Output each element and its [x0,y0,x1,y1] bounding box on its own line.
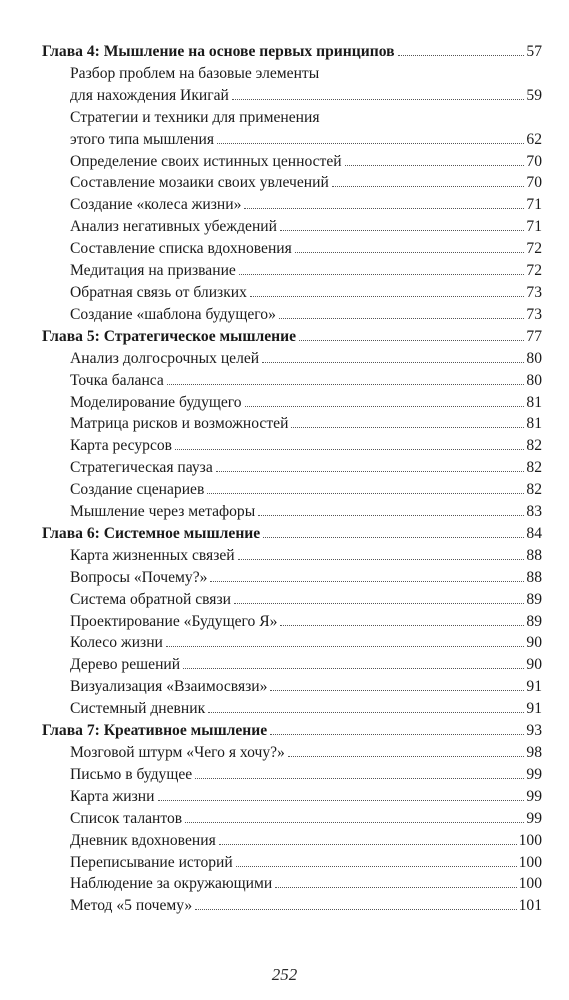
entry-title: Мозговой штурм «Чего я хочу?» [70,744,285,761]
dot-leader [175,449,524,450]
entry-title: Обратная связь от близких [70,283,247,301]
page-number: 71 [526,196,542,214]
table-of-contents [42,41,542,917]
toc-chapter-7 [42,720,542,742]
page-number: 89 [526,612,542,630]
dot-leader [183,668,524,669]
page-number: 80 [526,371,542,389]
toc-entry [42,654,542,676]
dot-leader [280,625,524,626]
entry-title: для нахождения Икигай [70,86,229,104]
toc-entry [42,282,542,304]
toc-entry [42,895,542,917]
toc-entry [42,348,542,370]
page-number: 82 [526,481,542,499]
dot-leader [279,318,525,319]
toc-entry [42,852,542,874]
toc-entry [42,611,542,633]
entry-title: Письмо в будущее [70,765,193,783]
entry-title: Колесо жизни [70,634,163,652]
toc-entry [42,304,542,326]
toc-entry [42,567,542,589]
entry-title: Создание сценариев [70,481,205,499]
dot-leader [234,603,524,604]
dot-leader [216,471,525,472]
toc-entry [42,260,542,282]
toc-entry [42,873,542,895]
toc-entry [42,151,542,173]
entry-title: Вопросы «Почему?» [70,568,208,586]
entry-title: Система обратной связи [70,590,231,608]
page-number: 88 [526,546,542,564]
chapter-title: Глава 7: Креативное мышление [42,722,268,740]
toc-entry [42,742,542,764]
entry-row [70,129,542,151]
entry-title: этого типа мышления [70,130,215,148]
toc-entry [42,698,542,720]
dot-leader [210,581,524,582]
page-number: 99 [526,809,542,827]
dot-leader [238,559,525,560]
toc-entry [42,194,542,216]
entry-title: Анализ долгосрочных целей [70,349,260,367]
entry-title: Матрица рисков и возможностей [70,415,289,433]
toc-entry [42,370,542,392]
dot-leader [295,252,525,253]
dot-leader [270,690,524,691]
dot-leader [166,646,525,647]
dot-leader [232,99,525,100]
entry-title: Медитация на призвание [70,262,236,280]
dot-leader [167,384,525,385]
page-number: 70 [526,174,542,192]
page-number: 98 [526,744,542,761]
toc-entry [42,216,542,238]
page-number: 80 [526,349,542,367]
entry-title: Создание «шаблона будущего» [70,305,276,323]
entry-title: Создание «колеса жизни» [70,196,242,214]
entry-title: Дерево решений [70,656,181,674]
page-number: 73 [526,305,542,323]
entry-title: Метод «5 почему» [70,897,193,915]
page-number: 81 [526,393,542,411]
toc-entry [42,676,542,698]
entry-title: Карта жизни [70,787,155,805]
entry-title-line: Разбор проблем на базовые элементы [70,64,320,82]
entry-title: Системный дневник [70,700,206,718]
dot-leader [263,537,524,538]
page-number: 72 [526,262,542,280]
dot-leader [158,800,525,801]
entry-title: Определение своих истинных ценностей [70,152,342,170]
dot-leader [280,230,524,231]
dot-leader [250,296,524,297]
dot-leader [236,866,517,867]
entry-title: Точка баланса [70,371,164,389]
dot-leader [195,778,524,779]
toc-entry [42,589,542,611]
toc-entry [42,392,542,414]
page-number: 59 [526,86,542,104]
dot-leader [208,712,524,713]
toc-entry [42,786,542,808]
page-number: 62 [526,130,542,148]
entry-title: Стратегическая пауза [70,459,213,477]
dot-leader [270,734,524,735]
entry-title: Карта ресурсов [70,437,173,455]
chapter-title: Глава 6: Системное мышление [42,524,261,542]
page-number: 82 [526,437,542,455]
chapter-title: Глава 4: Мышление на основе первых принципов [42,43,395,60]
page-number: 99 [526,787,542,805]
entry-row [70,85,542,107]
toc-entry [42,501,542,523]
dot-leader [345,165,525,166]
page-number: 81 [526,415,542,433]
entry-title-line: Стратегии и техники для применения [70,108,320,126]
toc-entry [42,435,542,457]
toc-entry [42,632,542,654]
toc-chapter-6 [42,523,542,545]
entry-title: Мышление через метафоры [70,503,256,521]
toc-entry [42,764,542,786]
dot-leader [217,143,524,144]
dot-leader [299,340,524,341]
entry-title: Наблюдение за окружающими [70,875,273,893]
toc-entry [42,545,542,567]
page-number: 90 [526,656,542,674]
page-number: 89 [526,590,542,608]
toc-entry [42,107,542,151]
toc-entry [42,830,542,852]
page-number: 91 [526,678,542,696]
page-number: 100 [518,853,542,871]
page-number: 84 [526,524,542,542]
page-number: 99 [526,765,542,783]
entry-title: Анализ негативных убеждений [70,218,277,236]
dot-leader [239,274,525,275]
page-number: 100 [518,831,542,849]
page-number: 77 [526,327,542,345]
dot-leader [288,756,525,757]
entry-title: Составление мозаики своих увлечений [70,174,329,192]
dot-leader [332,186,525,187]
page-number: 101 [518,897,542,915]
page-number: 72 [526,240,542,258]
page-number: 57 [526,43,542,60]
entry-title: Карта жизненных связей [70,546,235,564]
entry-title: Список талантов [70,809,183,827]
page-number: 90 [526,634,542,652]
dot-leader [398,55,525,56]
folio-page-number: 252 [271,965,298,984]
entry-title: Визуализация «Взаимосвязи» [70,678,268,696]
entry-title: Дневник вдохновения [70,831,216,849]
dot-leader [244,208,524,209]
page-number: 70 [526,152,542,170]
page-number: 71 [526,218,542,236]
dot-leader [207,493,524,494]
toc-entry [42,172,542,194]
toc-chapter-5 [42,326,542,348]
page-number: 82 [526,459,542,477]
page-number: 73 [526,283,542,301]
entry-title: Проектирование «Будущего Я» [70,612,278,630]
toc-entry [42,457,542,479]
dot-leader [291,427,524,428]
dot-leader [275,887,516,888]
chapter-title: Глава 5: Стратегическое мышление [42,327,297,345]
toc-entry [42,479,542,501]
dot-leader [245,406,525,407]
dot-leader [219,844,517,845]
toc-entry [42,63,542,107]
page-number: 93 [526,722,542,740]
dot-leader [258,515,524,516]
page-number: 88 [526,568,542,586]
dot-leader [195,909,516,910]
toc-entry [42,238,542,260]
toc-entry [42,413,542,435]
toc-entry [42,808,542,830]
entry-title: Составление списка вдохновения [70,240,292,258]
dot-leader [262,362,524,363]
page-number: 91 [526,700,542,718]
entry-title: Переписывание историй [70,853,233,871]
page-number: 100 [518,875,542,893]
page-number: 83 [526,503,542,521]
entry-title: Моделирование будущего [70,393,242,411]
dot-leader [185,822,524,823]
toc-chapter-4 [42,41,542,63]
